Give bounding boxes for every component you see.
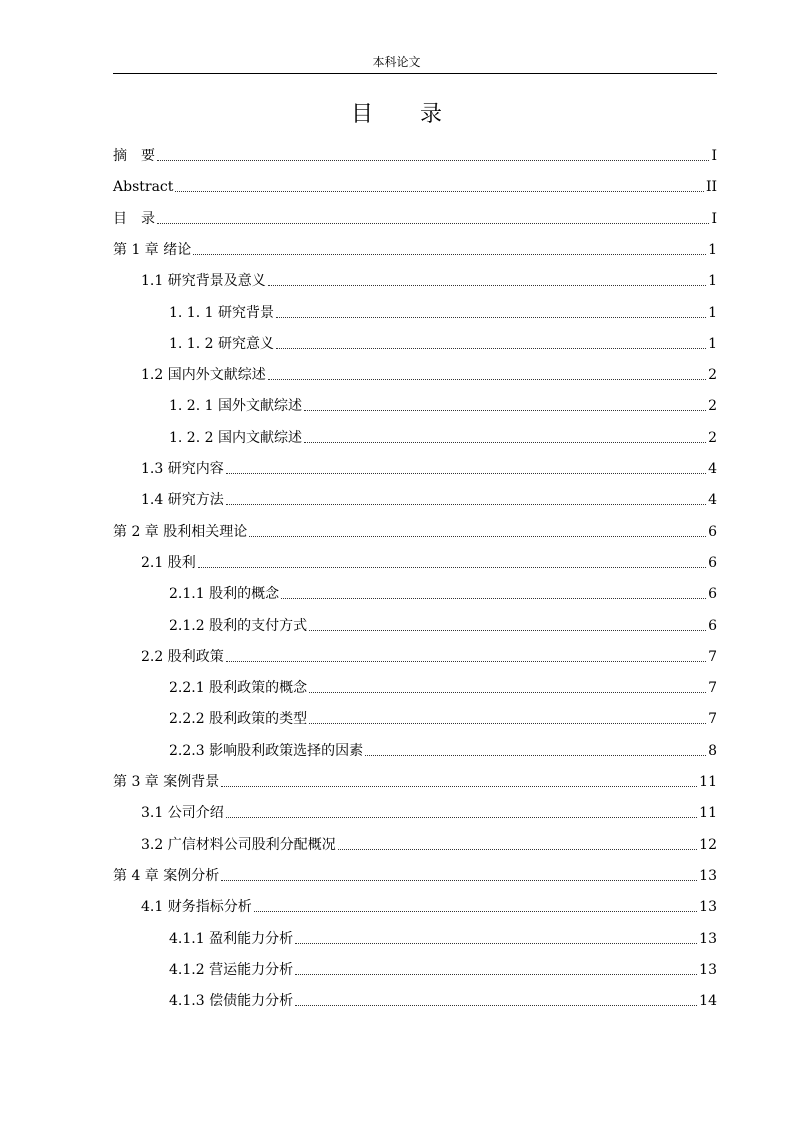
dot-leader [226, 503, 706, 505]
toc-entry-label: 目 录 [113, 210, 155, 227]
toc-entry-page: 13 [699, 899, 717, 916]
toc-entry-page: 7 [708, 711, 717, 728]
toc-entry[interactable] [169, 924, 717, 948]
toc-entry-label: 3.1 公司介绍 [141, 805, 224, 822]
dot-leader [276, 316, 706, 318]
toc-entry-page: 11 [699, 774, 717, 790]
header-rule [113, 73, 717, 74]
toc-entry-label: 1.4 研究方法 [141, 492, 224, 509]
toc-entry-page: 4 [708, 461, 717, 477]
toc-entry-label: 1. 2. 2 国内文献综述 [169, 429, 302, 446]
toc-entry[interactable] [141, 642, 717, 666]
dot-leader [254, 910, 697, 912]
page-title: 目 录 [351, 102, 462, 127]
dot-leader [295, 973, 697, 975]
toc-entry-label: 4.1.2 营运能力分析 [169, 961, 294, 978]
dot-leader [338, 848, 697, 850]
dot-leader [309, 691, 706, 693]
dot-leader [221, 785, 697, 787]
toc-entry-page: 7 [708, 680, 717, 697]
toc-entry-page: I [711, 210, 717, 227]
toc-entry-page: I [711, 148, 717, 164]
toc-entry[interactable] [141, 548, 717, 572]
dot-leader [268, 378, 706, 380]
toc-entry[interactable] [169, 423, 717, 447]
toc-entry[interactable] [141, 830, 717, 854]
toc-entry-page: 11 [699, 805, 717, 822]
dot-leader [304, 409, 706, 411]
toc-entry-page: 7 [708, 648, 717, 665]
toc-entry-page: 2 [708, 398, 717, 415]
toc-entry[interactable] [169, 298, 717, 322]
toc-entry-page: 13 [699, 930, 717, 947]
toc-entry-label: 1. 2. 1 国外文献综述 [169, 398, 302, 415]
toc-entry-label: 2.1 股利 [141, 554, 196, 571]
toc-entry[interactable] [113, 517, 717, 541]
toc-entry[interactable] [113, 235, 717, 259]
dot-leader [157, 159, 709, 161]
toc-entry[interactable] [113, 141, 717, 165]
dot-leader [226, 816, 697, 818]
toc-entry-label: 2.2.2 股利政策的类型 [169, 711, 308, 728]
dot-leader [226, 472, 706, 474]
toc-entry-label: 1. 1. 2 研究意义 [169, 335, 274, 352]
toc-entry[interactable] [141, 798, 717, 822]
toc-entry[interactable] [141, 360, 717, 384]
toc-entry[interactable] [169, 673, 717, 697]
toc-entry-page: 6 [708, 554, 717, 571]
toc-entry-page: 6 [708, 586, 717, 603]
toc-entry-page: 4 [708, 492, 717, 509]
toc-entry-label: 摘 要 [113, 148, 155, 164]
dot-leader [365, 754, 706, 756]
toc-entry[interactable] [169, 704, 717, 728]
toc-entry[interactable] [169, 329, 717, 353]
toc-entry-page: 6 [708, 523, 717, 540]
dot-leader [309, 629, 706, 631]
toc-entry-label: 1.3 研究内容 [141, 461, 224, 477]
dot-leader [193, 253, 706, 255]
toc-entry[interactable] [141, 485, 717, 509]
dot-leader [276, 347, 706, 349]
toc-entry-page: 2 [708, 367, 717, 384]
running-header: 本科论文 [372, 55, 421, 69]
toc-entry-label: 第 4 章 案例分析 [113, 867, 220, 884]
toc-entry[interactable] [169, 955, 717, 979]
dot-leader [309, 722, 706, 724]
toc-entry-label: 4.1 财务指标分析 [141, 899, 252, 916]
dot-leader [157, 222, 709, 224]
toc-entry-page: 2 [708, 429, 717, 446]
toc-entry[interactable] [141, 266, 717, 290]
dot-leader [281, 597, 706, 599]
dot-leader [295, 942, 697, 944]
toc-entry-label: 第 3 章 案例背景 [113, 774, 220, 790]
toc-entry-label: 4.1.1 盈利能力分析 [169, 930, 294, 947]
toc-entry-label: 2.2.1 股利政策的概念 [169, 680, 308, 697]
toc-entry[interactable] [169, 611, 717, 635]
dot-leader [249, 535, 706, 537]
dot-leader [295, 1004, 697, 1006]
toc-entry-page: 1 [708, 304, 717, 321]
toc-entry-label: 4.1.3 偿债能力分析 [169, 993, 294, 1010]
toc-entry-page: II [705, 179, 717, 196]
dot-leader [221, 879, 697, 881]
toc-entry-page: 6 [708, 617, 717, 634]
toc-entry[interactable] [141, 892, 717, 916]
toc-entry[interactable] [113, 767, 717, 791]
toc-entry-page: 8 [708, 742, 717, 759]
toc-entry-page: 13 [699, 961, 717, 978]
dot-leader [268, 284, 706, 286]
toc-entry-page: 13 [699, 867, 717, 884]
toc-entry[interactable] [169, 579, 717, 603]
toc-entry-page: 1 [708, 241, 717, 258]
toc-entry-label: 2.2.3 影响股利政策选择的因素 [169, 742, 364, 759]
toc-entry[interactable] [113, 861, 717, 885]
toc-entry-label: Abstract [113, 179, 174, 196]
toc-entry-label: 第 2 章 股利相关理论 [113, 523, 248, 540]
toc-entry[interactable] [113, 172, 717, 196]
toc-entry-label: 2.1.2 股利的支付方式 [169, 617, 308, 634]
dot-leader [175, 190, 704, 192]
toc-entry-page: 12 [699, 836, 717, 853]
dot-leader [226, 660, 706, 662]
toc-entry[interactable] [169, 986, 717, 1010]
toc-entry-page: 1 [708, 335, 717, 352]
dot-leader [304, 441, 706, 443]
toc-entry-label: 2.2 股利政策 [141, 648, 224, 665]
toc-entry[interactable] [169, 736, 717, 760]
toc-entry[interactable] [113, 204, 717, 228]
toc-entry[interactable] [141, 454, 717, 478]
toc-entry-page: 1 [708, 273, 717, 290]
toc-entry-label: 1.1 研究背景及意义 [141, 273, 266, 290]
dot-leader [198, 566, 706, 568]
toc-entry-label: 1.2 国内外文献综述 [141, 367, 266, 384]
toc-entry[interactable] [169, 391, 717, 415]
toc-entry-label: 第 1 章 绪论 [113, 241, 192, 258]
toc-entry-label: 3.2 广信材料公司股利分配概况 [141, 836, 336, 853]
toc-entry-label: 1. 1. 1 研究背景 [169, 304, 274, 321]
toc-entry-page: 14 [699, 993, 717, 1010]
toc-entry-label: 2.1.1 股利的概念 [169, 586, 280, 603]
